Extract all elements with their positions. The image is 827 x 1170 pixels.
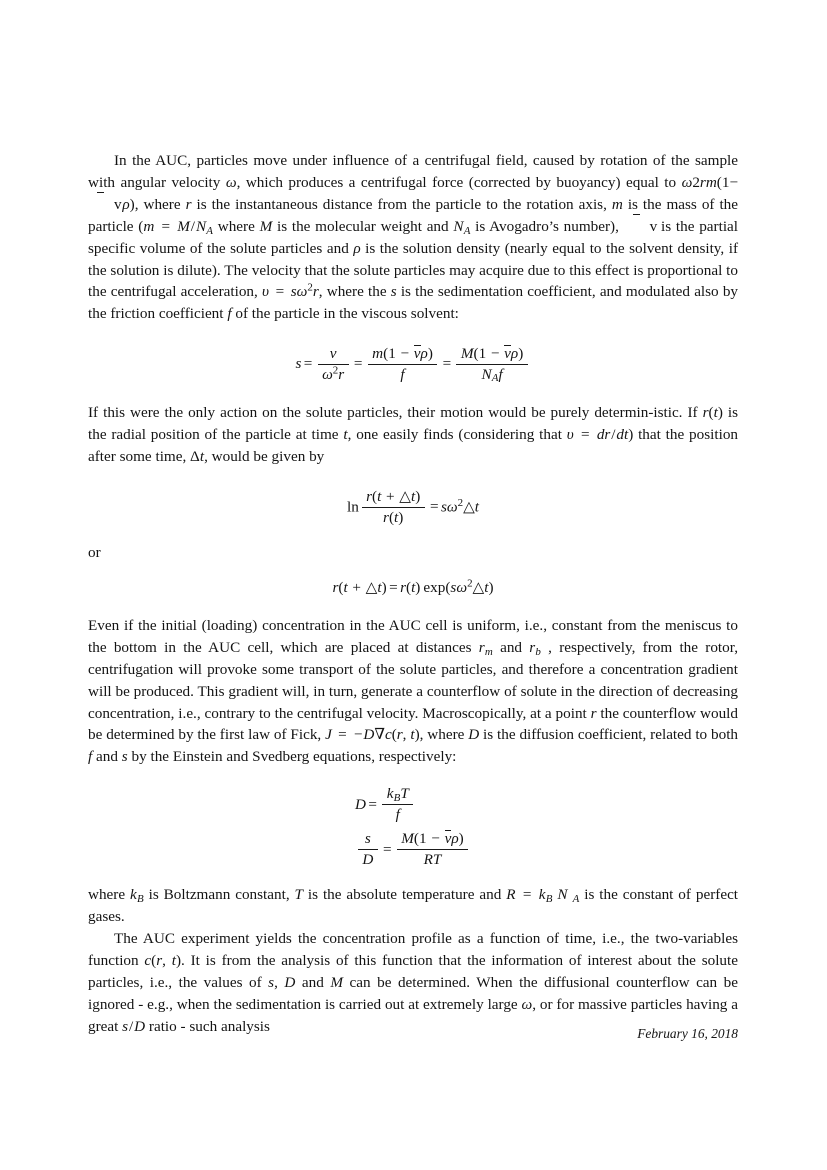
paragraph-text: If this were the only action on the solute particles, their motion would be purely determin-istic. If r(t) is the radial position of the particle at time t, one easily finds (considering that υ = dr/dt) that the position after some time, Δt, would be given by <box>88 404 739 466</box>
equation-svedberg-ratio: $\frac{s}{D}$ = $\frac{M(1 - \nu\rho)}{RT}$ <box>355 831 471 870</box>
equation-exponential-radial-position: r(t + △t) = r(t) $\exp(s\omega^2\triangle t)$ <box>332 577 494 596</box>
connector-or: or <box>88 543 101 561</box>
paragraph-diffusion-counterflow <box>88 615 738 768</box>
equation-diffusion-coefficient: D = $\frac{k_BT}{f}$ <box>355 786 471 825</box>
footer-date: February 16, 2018 <box>637 1026 738 1041</box>
paragraph-text: The AUC experiment yields the concentration profile as a function of time, i.e., the two-variables function c(r, t). It is from the analysis of this function that the information of interest about the solute particles, i.e., the values of s, D and M can be determined. When the diffusional counterflow can be ignored - e.g., when the sedimentation is carried out at extremely large ω, or for massive particles having a great s/D ratio - such analysis <box>88 930 738 1035</box>
paragraph-auc-experiment <box>88 928 738 1038</box>
equation-log-radial-position: ln $\frac{r(t + \triangle t)}{r(t)}$ = $s\omega^2\triangle t$ <box>346 488 480 527</box>
paragraph-constants-definition <box>88 884 738 928</box>
equation-einstein-svedberg <box>88 786 738 870</box>
paragraph-deterministic-motion <box>88 402 738 468</box>
paragraph-text: where $k_B$ is Boltzmann constant, T is the absolute temperature and $R = k_B$ N $_A$ is the constant of perfect gases. <box>88 886 739 926</box>
page-content-column <box>88 150 738 1038</box>
paragraph-text: Even if the initial (loading) concentration in the AUC cell is uniform, i.e., constant from the meniscus to the bottom in the AUC cell, which are placed at distances $r_m$ and $r_b$ , respectively, from the rotor, centrifugation will provoke some transport of the solute particles, and therefore a concentration gradient will be produced. This gradient will, in turn, generate a counterflow of solute in the direction of decreasing concentration, i.e., contrary to the centrifugal velocity. Macroscopically, at a point r the counterflow would be determined by the first law of Fick, J = −D∇c(r, t), where D is the diffusion coefficient, related to both f and s by the Einstein and Svedberg equations, respectively: <box>88 616 739 766</box>
paragraph-intro-auc <box>88 150 738 325</box>
equation-sedimentation-coefficient: s = $\frac{\nu}{\omega^2r}$ = $\frac{m(1 - \nu\rho)}{f}$ = $\frac{M(1 - \nu\rho)}{N_Af}$ <box>88 345 738 384</box>
paragraph-text: In the AUC, particles move under influence of a centrifugal field, caused by rotation of the sample with angular velocity ω, which produces a centrifugal force (corrected by buoyancy) equal to ω2rm(1−v ρ), where r is the instantaneous distance from the particle to the rotation axis, m is the mass of the particle ($m = M/N_A$ where M is the molecular weight and $N_A$ is Avogadro’s number), v is the partial specific volume of the solute particles and ρ is the solution density (nearly equal to the solvent density, if the solution is dilute). The velocity that the solute particles may acquire due to this effect is proportional to the centrifugal acceleration, $\upsilon = s\omega^2r$, where the s is the sedimentation coefficient, and modulated also by the friction coefficient f of the particle in the viscous solvent: <box>88 152 739 323</box>
